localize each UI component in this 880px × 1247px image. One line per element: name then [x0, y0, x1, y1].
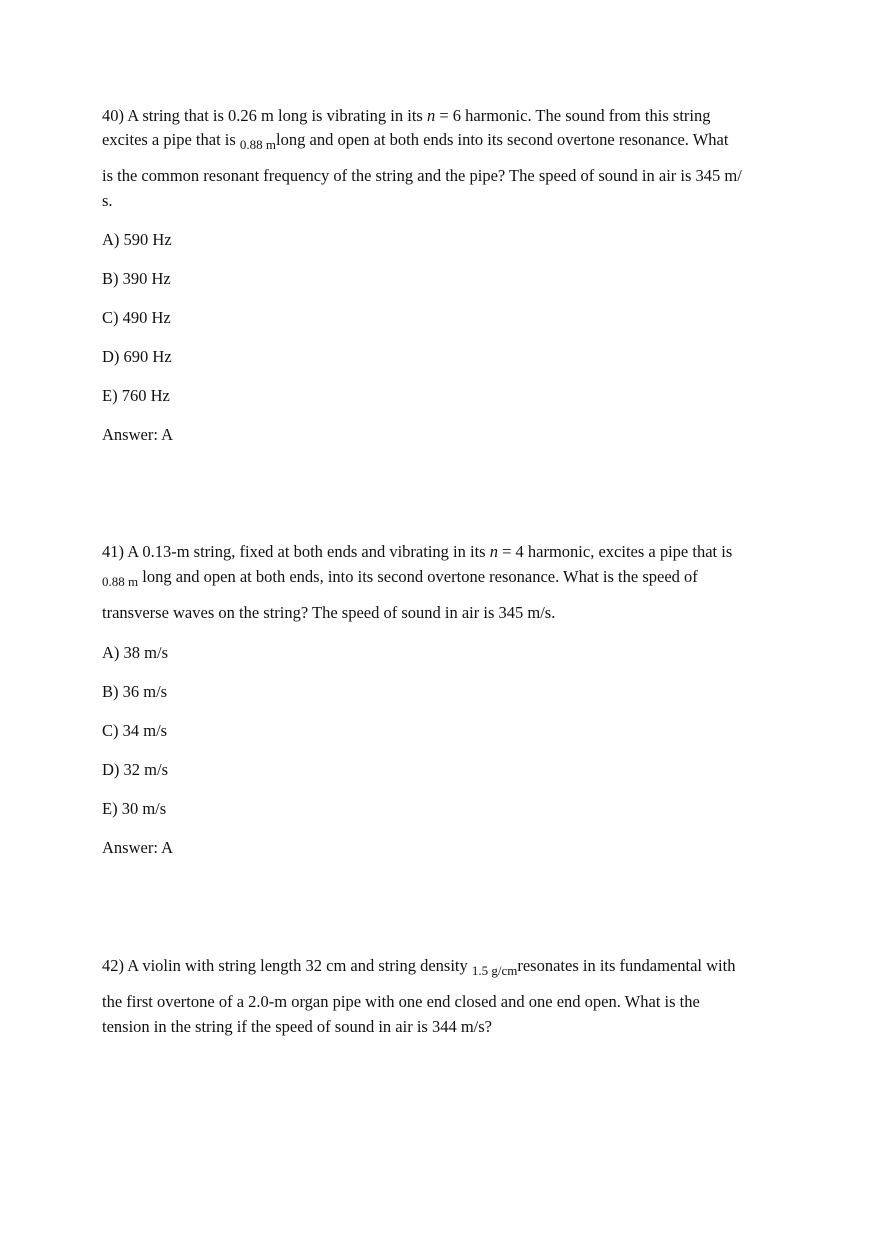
q41-line-2: $_{0.88 m}$ long and open at both ends, into its second overtone resonance. What is the speed of	[102, 567, 698, 589]
q40-option-e: E) 760 Hz	[102, 386, 170, 405]
q42-line-2: the first overtone of a 2.0-m organ pipe with one end closed and one end open. What is the	[102, 992, 700, 1011]
q40-option-d: D) 690 Hz	[102, 347, 172, 366]
q40-line-2: excites a pipe that is $_{0.88 m}$long and open at both ends into its second overtone resonance. What	[102, 130, 729, 152]
q40-pipe-length-math: 0.88 m	[239, 137, 277, 152]
q41-answer: Answer: A	[102, 838, 174, 857]
q40-option-a: A) 590 Hz	[102, 230, 172, 249]
q40-line-4: s.	[102, 191, 113, 210]
q40-line-1: 40) A string that is 0.26 m long is vibrating in its n = 6 harmonic. The sound from this string	[102, 106, 711, 125]
q41-option-e: E) 30 m/s	[102, 799, 167, 818]
q42-line-3: tension in the string if the speed of sound in air is 344 m/s?	[102, 1017, 492, 1036]
q40-option-c: C) 490 Hz	[102, 308, 171, 327]
q40-line-3: is the common resonant frequency of the string and the pipe? The speed of sound in air is 345 m/	[102, 166, 742, 185]
q41-line-1: 41) A 0.13-m string, fixed at both ends and vibrating in its n = 4 harmonic, excites a pipe that is	[102, 542, 733, 561]
q42-density-math: 1.5 g/cm	[471, 963, 518, 978]
q41-pipe-length-math: 0.88 m	[102, 574, 139, 589]
q41-option-a: A) 38 m/s	[102, 643, 168, 662]
q41-option-d: D) 32 m/s	[102, 760, 168, 779]
q40-answer: Answer: A	[102, 425, 174, 444]
q41-line-3: transverse waves on the string? The speed of sound in air is 345 m/s.	[102, 603, 556, 622]
q40-option-b: B) 390 Hz	[102, 269, 171, 288]
q41-option-b: B) 36 m/s	[102, 682, 168, 701]
q41-option-c: C) 34 m/s	[102, 721, 168, 740]
q42-line-1: 42) A violin with string length 32 cm and string density $_{1.5 g/cm}$resonates in its fundamental with	[102, 956, 736, 978]
